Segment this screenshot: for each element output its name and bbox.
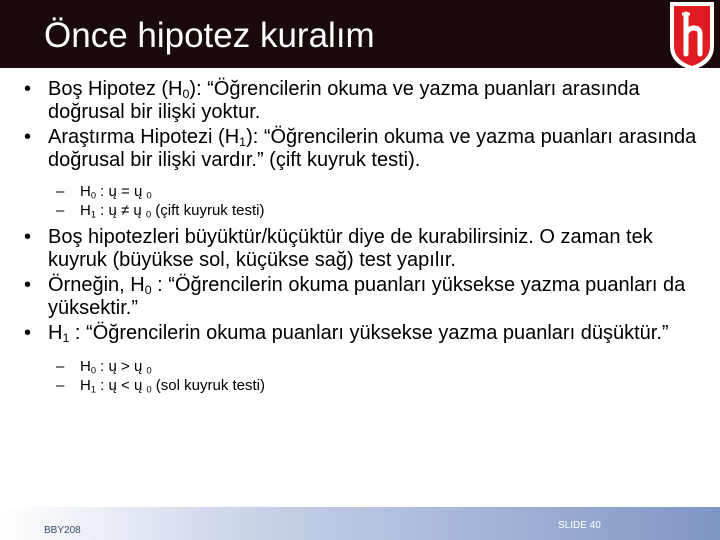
hacettepe-logo-icon [664, 0, 720, 72]
bullet-one-tailed: • Boş hipotezleri büyüktür/küçüktür diye de kurabilirsiniz. O zaman tek kuyruk (büyükse sol, küçükse sağ) test yapılır. [22, 226, 712, 272]
sub-bullet-h0-greater: – $H_0$ : ų > ų $_0$ [56, 358, 152, 376]
slide-header [0, 0, 720, 68]
sub-bullet-h1-less: – $H_1$ : ų < ų $_0$ (sol kuyruk testi) [56, 377, 265, 395]
sub-bullet-h0-equal: – $H_0$ : ų = ų $_0$ [56, 183, 152, 201]
slide-body [22, 78, 712, 395]
bullet-null-hypothesis: • Boş Hipotez $(H_0)$: “Öğrencilerin okuma ve yazma puanları arasında doğrusal bir ilişki yoktur. [22, 78, 712, 124]
bullet-example-h0: • Örneğin, $H_0$ : “Öğrencilerin okuma puanları yüksekse yazma puanları da yüksektir.” [22, 274, 712, 320]
slide-footer [0, 507, 720, 540]
bullet-example-h1: • $H_1$ : “Öğrencilerin okuma puanları yüksekse yazma puanları düşüktür.” [22, 322, 712, 345]
slide-number: SLIDE 40 [558, 520, 601, 531]
bullet-research-hypothesis: • Araştırma Hipotezi $(H_1)$: “Öğrencilerin okuma ve yazma puanları arasında doğrusal bir ilişki vardır.” (çift kuyruk testi). [22, 126, 712, 172]
slide-title: Önce hipotez kuralım [44, 16, 375, 55]
course-code: BBY208 [44, 525, 81, 536]
sub-bullet-h1-not-equal: – $H_1$ : ų ≠ ų $_0$ (çift kuyruk testi) [56, 202, 265, 220]
